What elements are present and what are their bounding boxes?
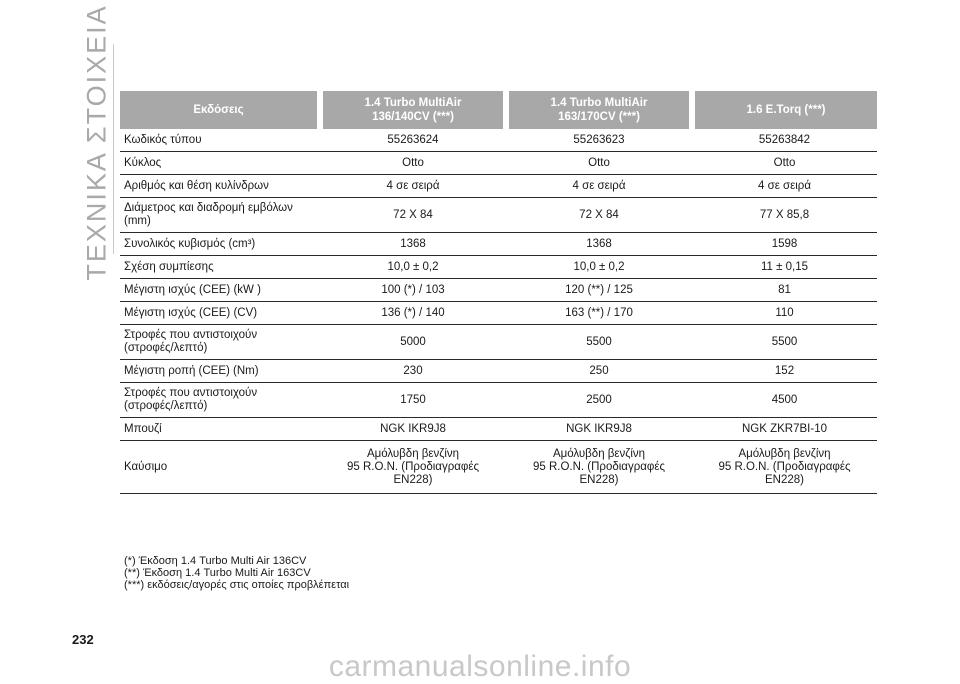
row-value [692,198,877,233]
row-value [320,175,506,198]
cell-text-line: EN228) [765,473,804,486]
cell-text-line: 1750 [400,393,426,406]
table-row [120,175,877,198]
row-value [506,302,692,325]
cell-text-line: 10,0 ± 0,2 [573,260,625,273]
cell-text-line: 95 R.O.N. (Προδιαγραφές [718,460,851,473]
cell-text-line: 120 (**) / 125 [565,283,633,296]
cell-text-line: Μέγιστη ροπή (CEE) (Nm) [124,364,259,377]
table-row [120,256,877,279]
row-label [120,233,320,256]
table-row [120,129,877,152]
page-number: 232 [72,632,94,647]
table-row [120,418,877,441]
row-value [692,325,877,360]
table-row [120,233,877,256]
table-header-row [120,91,877,129]
row-label [120,441,320,494]
footnote: (*) Έκδοση 1.4 Turbo Multi Air 136CV [124,555,307,567]
header-line: 1.4 Turbo MultiAir [550,97,648,109]
cell-text-line: 1598 [771,237,798,250]
cell-text-line: Αμόλυβδη βενζίνη [366,447,460,460]
engine-spec-table [120,91,877,494]
cell-text-line: 10,0 ± 0,2 [387,260,439,273]
cell-text-line: 1368 [400,237,426,250]
cell-text-line: Στροφές που αντιστοιχούν [124,329,258,341]
cell-text-line: Otto [402,156,424,169]
row-value [692,302,877,325]
row-label [120,325,320,360]
cell-text-line: Otto [588,156,610,169]
row-value [506,279,692,302]
cell-text-line: (στροφές/λεπτό) [124,400,208,412]
row-value [692,279,877,302]
cell-text-line: 163 (**) / 170 [565,306,633,319]
row-value [506,441,692,494]
cell-text-line: Αριθμός και θέση κυλίνδρων [124,179,269,192]
row-label [120,256,320,279]
row-label [120,360,320,383]
cell-text-line: Διάμετρος και διαδρομή εμβόλων [124,202,293,214]
table-row [120,302,877,325]
row-value [320,129,506,152]
section-divider [113,44,114,254]
row-value [506,198,692,233]
cell-text-line: Αμόλυβδη βενζίνη [738,447,831,460]
cell-text-line: 55263624 [387,133,439,146]
cell-text-line: 4 σε σειρά [572,179,626,192]
row-label [120,198,320,233]
cell-text-line: EN228) [393,473,433,486]
row-value [320,418,506,441]
cell-text-line: Αμόλυβδη βενζίνη [552,447,646,460]
row-value [506,360,692,383]
cell-text-line: 4 σε σειρά [758,179,811,192]
row-value [320,360,506,383]
cell-text-line: 11 ± 0,15 [760,260,809,273]
cell-text-line: Συνολικός κυβισμός (cm³) [124,237,256,250]
row-value [506,152,692,175]
row-value [692,256,877,279]
row-label [120,383,320,418]
row-value [320,279,506,302]
cell-text-line: 250 [589,364,609,377]
header-engine-2 [506,91,692,129]
row-value [320,233,506,256]
cell-text-line: 110 [775,306,794,319]
cell-text-line: (στροφές/λεπτό) [124,342,208,354]
table-row [120,383,877,418]
footnote: (**) Έκδοση 1.4 Turbo Multi Air 163CV [124,567,311,579]
cell-text-line: 95 R.O.N. (Προδιαγραφές [346,460,480,473]
table-row [120,279,877,302]
table-row [120,325,877,360]
table-row [120,198,877,233]
cell-text-line: 230 [403,364,423,377]
header-engine-3 [692,91,877,129]
section-title [80,4,114,281]
cell-text-line: 2500 [586,393,612,406]
row-value [692,129,877,152]
table-row [120,152,877,175]
cell-text-line: Κωδικός τύπου [124,133,202,146]
header-versions [120,91,320,129]
cell-text-line: 1368 [586,237,612,250]
cell-text-line: 5000 [400,335,426,348]
cell-text-line: 55263623 [573,133,625,146]
row-value [320,302,506,325]
cell-text-line: 4 σε σειρά [386,179,440,192]
row-value [692,441,877,494]
table-row [120,360,877,383]
cell-text-line: 72 X 84 [393,208,433,221]
cell-text-line: 95 R.O.N. (Προδιαγραφές [532,460,666,473]
row-label [120,152,320,175]
row-value [506,129,692,152]
header-line: Εκδόσεις [193,104,244,116]
cell-text-line: Μπουζί [124,422,162,435]
row-value [506,325,692,360]
cell-text-line: 55263842 [758,133,811,146]
cell-text-line: 81 [778,283,791,296]
row-value [320,441,506,494]
row-value [692,175,877,198]
row-value [320,198,506,233]
row-label [120,129,320,152]
cell-text-line: EN228) [579,473,619,486]
cell-text-line: NGK IKR9J8 [380,422,446,435]
cell-text-line: Μέγιστη ισχύς (CEE) (kW ) [124,283,261,296]
row-value [506,256,692,279]
cell-text-line: NGK ZKR7BI-10 [742,422,827,435]
row-value [692,418,877,441]
row-value [320,383,506,418]
cell-text-line: Σχέση συμπίεσης [124,260,214,273]
cell-text-line: 5500 [586,335,612,348]
row-label [120,302,320,325]
footnotes [124,555,349,591]
cell-text-line: Καύσιμο [124,460,168,473]
watermark: carmanualsonline.info [328,650,632,683]
cell-text-line: Otto [773,156,796,169]
cell-text-line: 77 X 85,8 [759,208,810,221]
header-line: 1.4 Turbo MultiAir [364,97,462,109]
row-value [506,233,692,256]
row-value [320,256,506,279]
cell-text-line: 152 [774,364,795,377]
cell-text-line: 100 (*) / 103 [381,283,445,296]
header-line: 163/170CV (***) [558,111,640,123]
row-value [320,152,506,175]
cell-text-line: 72 X 84 [579,208,619,221]
cell-text-line: (mm) [124,215,151,227]
header-engine-1 [320,91,506,129]
row-value [506,175,692,198]
row-label [120,279,320,302]
cell-text-line: 136 (*) / 140 [381,306,445,319]
row-value [692,233,877,256]
cell-text-line: NGK IKR9J8 [566,422,632,435]
row-value [692,383,877,418]
section-title-text: ΤΕΧΝΙΚΑ ΣΤΟΙΧΕΙΑ [81,4,112,281]
cell-text-line: Κύκλος [124,156,162,169]
row-value [692,360,877,383]
table-row [120,441,877,494]
cell-text-line: 4500 [771,393,798,406]
cell-text-line: Στροφές που αντιστοιχούν [124,387,258,399]
cell-text-line: Μέγιστη ισχύς (CEE) (CV) [124,306,258,319]
row-label [120,418,320,441]
row-label [120,175,320,198]
cell-text-line: 5500 [771,335,798,348]
footnote: (***) εκδόσεις/αγορές στις οποίες προβλέπεται [124,579,350,591]
header-line: 136/140CV (***) [372,111,454,123]
header-line: 1.6 E.Torq (***) [746,104,826,116]
row-value [320,325,506,360]
row-value [506,418,692,441]
row-value [506,383,692,418]
row-value [692,152,877,175]
